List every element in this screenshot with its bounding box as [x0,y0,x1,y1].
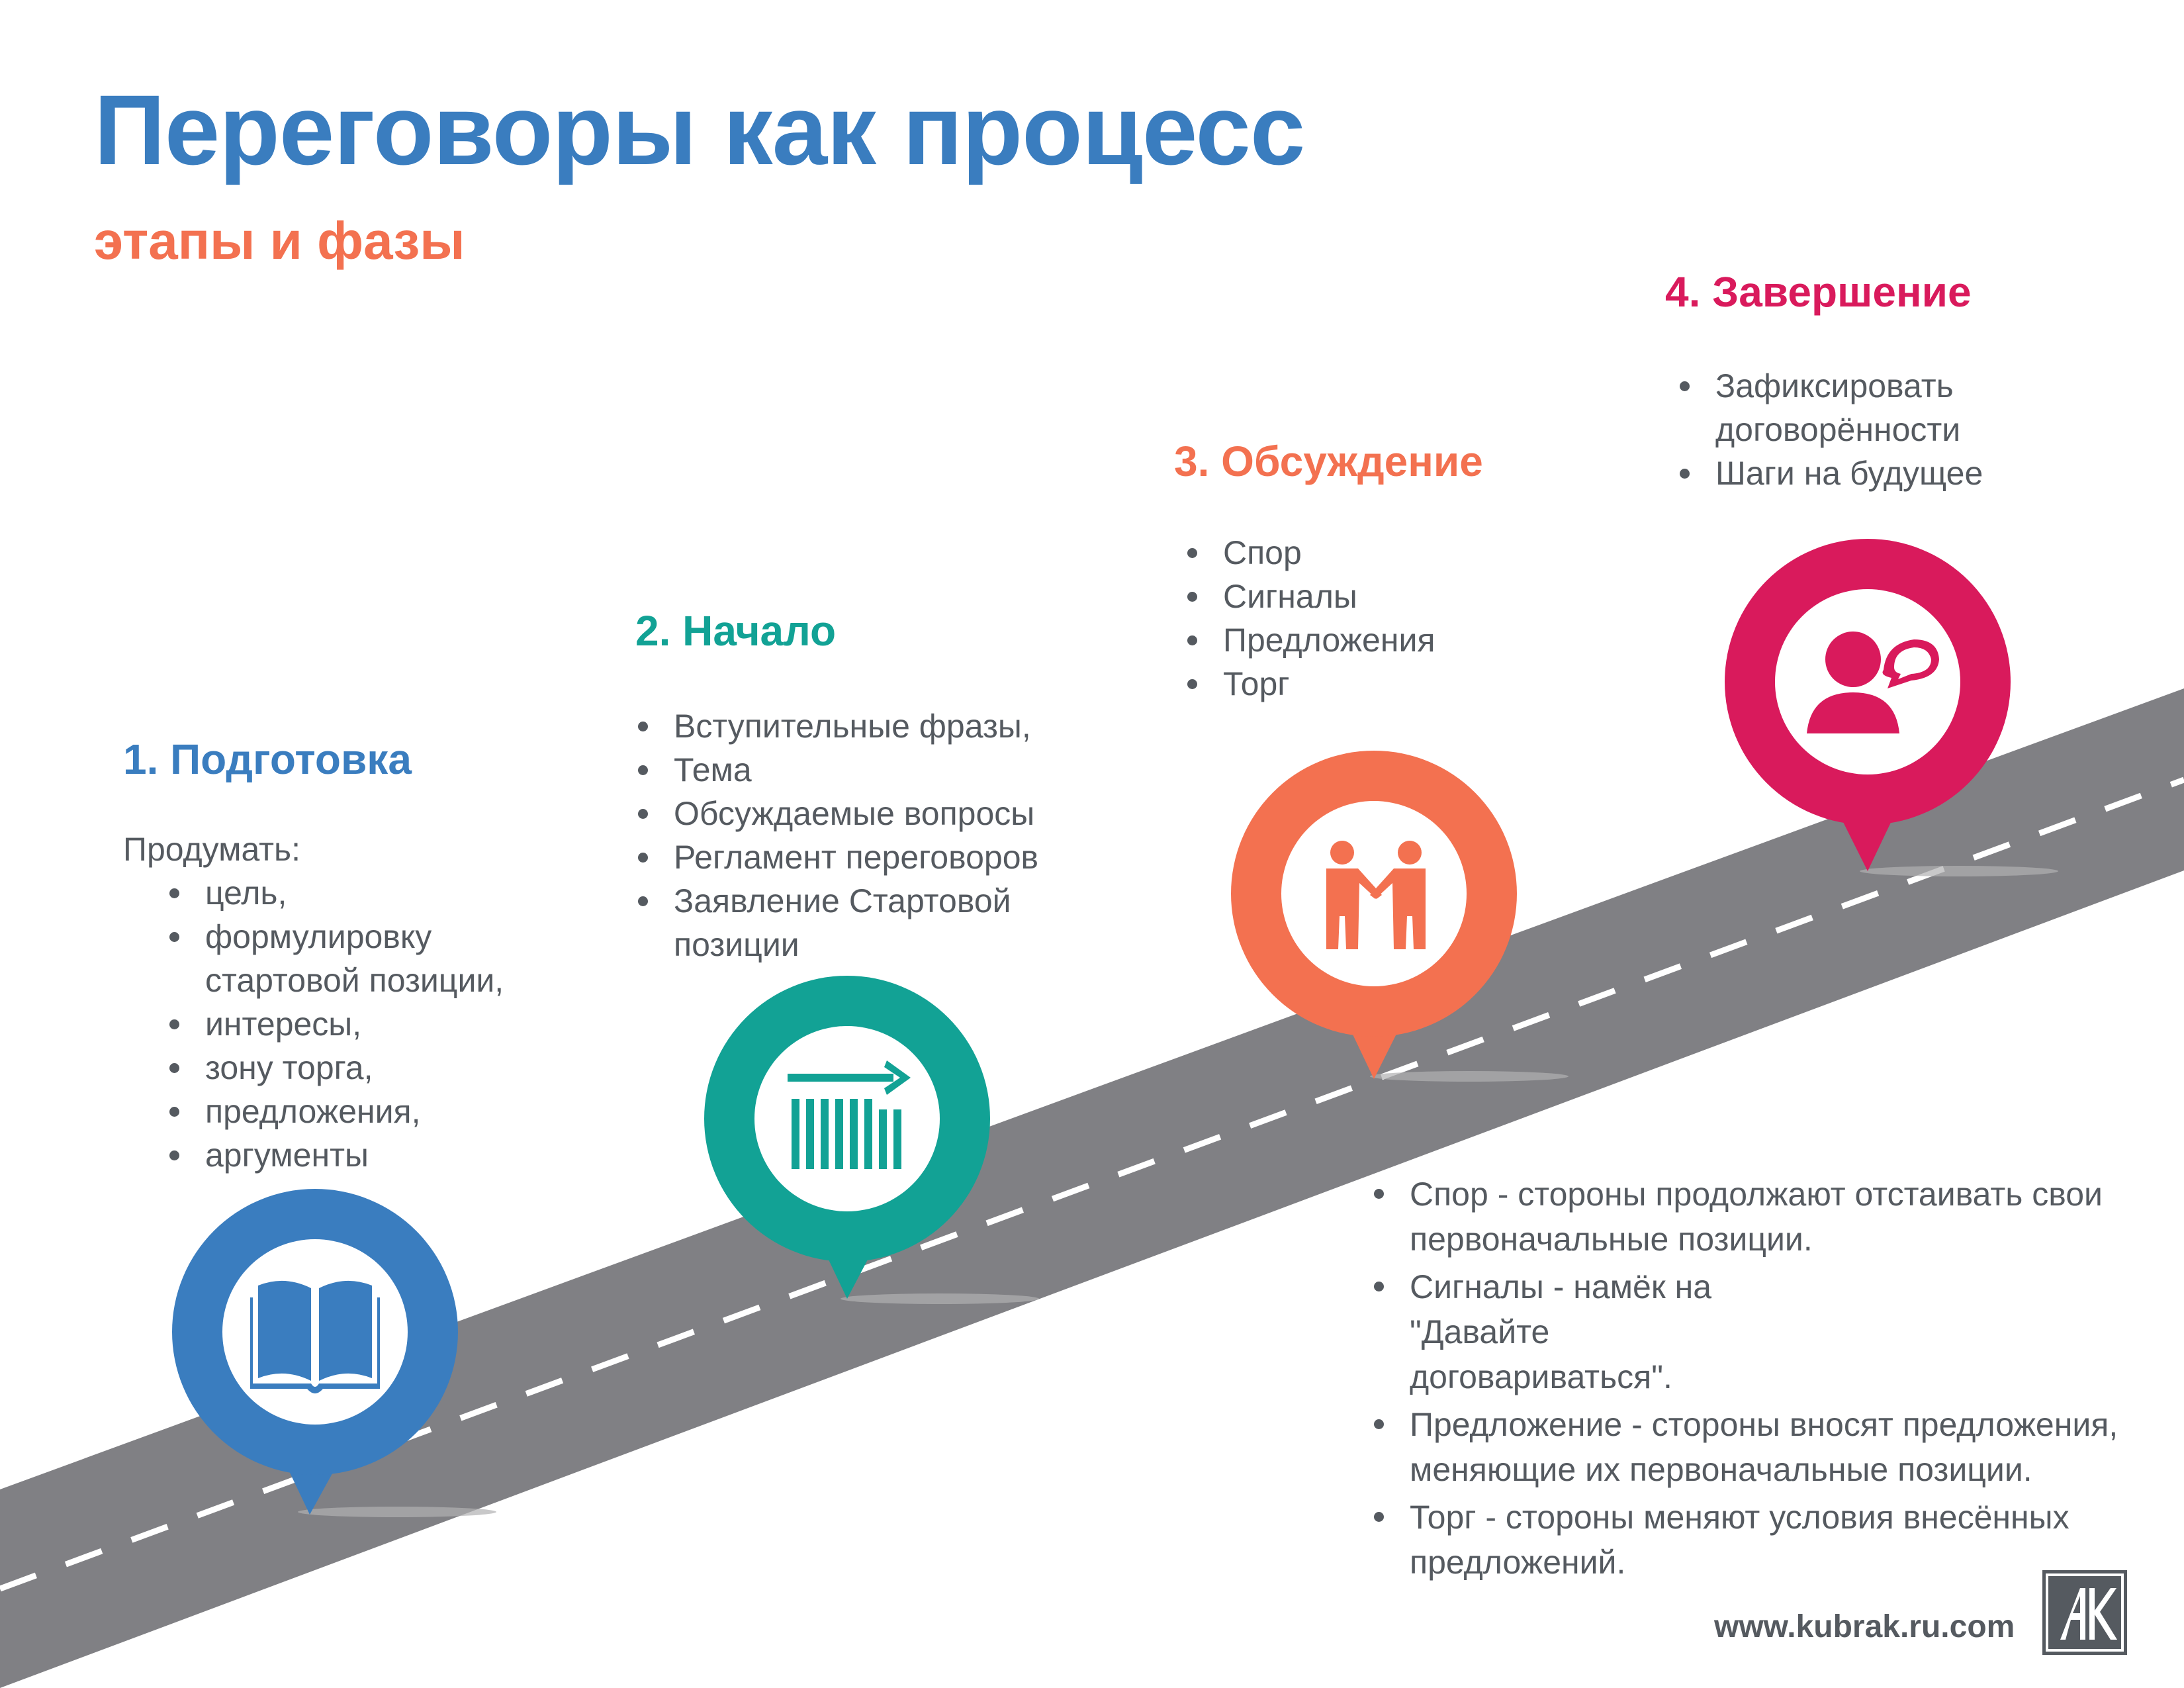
stage-1-text [123,827,553,1177]
list-item: аргументы [164,1133,553,1177]
list-item: Тема [633,748,1083,792]
stage-4-list [1674,364,2045,495]
stage-3-list [1182,531,1579,706]
stage-1-title: 1. Подготовка [123,735,412,783]
stage-3-title: 3. Обсуждение [1174,438,1483,485]
pin-shadow [298,1507,496,1517]
list-item: Предложение - стороны вносят предложения, меняющие их первоначальные позиции. [1366,1402,2160,1492]
stage-2-list [633,704,1083,966]
list-item: Сигналы [1182,575,1579,618]
stage-4-text [1674,364,2045,495]
list-item: интересы, [164,1002,553,1046]
stage-1-intro: Продумать: [123,831,300,868]
list-item: формулировку стартовой позиции, [164,915,523,1002]
list-item: Торг [1182,662,1579,706]
stage-2-title: 2. Начало [635,607,837,655]
list-item: Вступительные фразы, [633,704,1083,748]
page-title: Переговоры как процесс [94,74,1305,185]
ak-logo [2042,1570,2127,1655]
page-subtitle: этапы и фазы [94,211,465,270]
pin-shadow [1370,1071,1569,1082]
stage-3-text [1182,531,1579,706]
list-item: Спор - стороны продолжают отстаивать свои первоначальные позиции. [1366,1172,2160,1262]
list-item: Зафиксировать договорённости [1674,364,2007,451]
pin-shadow [1860,866,2058,876]
list-item: Предложения [1182,618,1579,662]
stage-1-list [164,871,553,1177]
logo-mark [2046,1573,2124,1652]
list-item: Регламент переговоров [633,835,1083,879]
list-item: предложения, [164,1090,553,1133]
list-item: Обсуждаемые вопросы [633,792,1083,835]
pin-shadow [841,1293,1039,1304]
list-item: Сигналы - намёк на "Давайте договариваться". [1366,1264,1767,1399]
details-list [1366,1172,2160,1585]
stage-2-text [633,704,1083,966]
list-item: Торг - стороны меняют условия внесённых предложений. [1366,1495,2160,1585]
website-link[interactable]: www.kubrak.ru.com [1714,1609,2015,1644]
list-item: зону торга, [164,1046,553,1090]
discussion-details [1366,1172,2160,1587]
list-item: Шаги на будущее [1674,451,2045,495]
list-item: Спор [1182,531,1579,575]
list-item: цель, [164,871,553,915]
stage-4-title: 4. Завершение [1665,268,1972,316]
list-item: Заявление Стартовой позиции [633,879,1044,966]
